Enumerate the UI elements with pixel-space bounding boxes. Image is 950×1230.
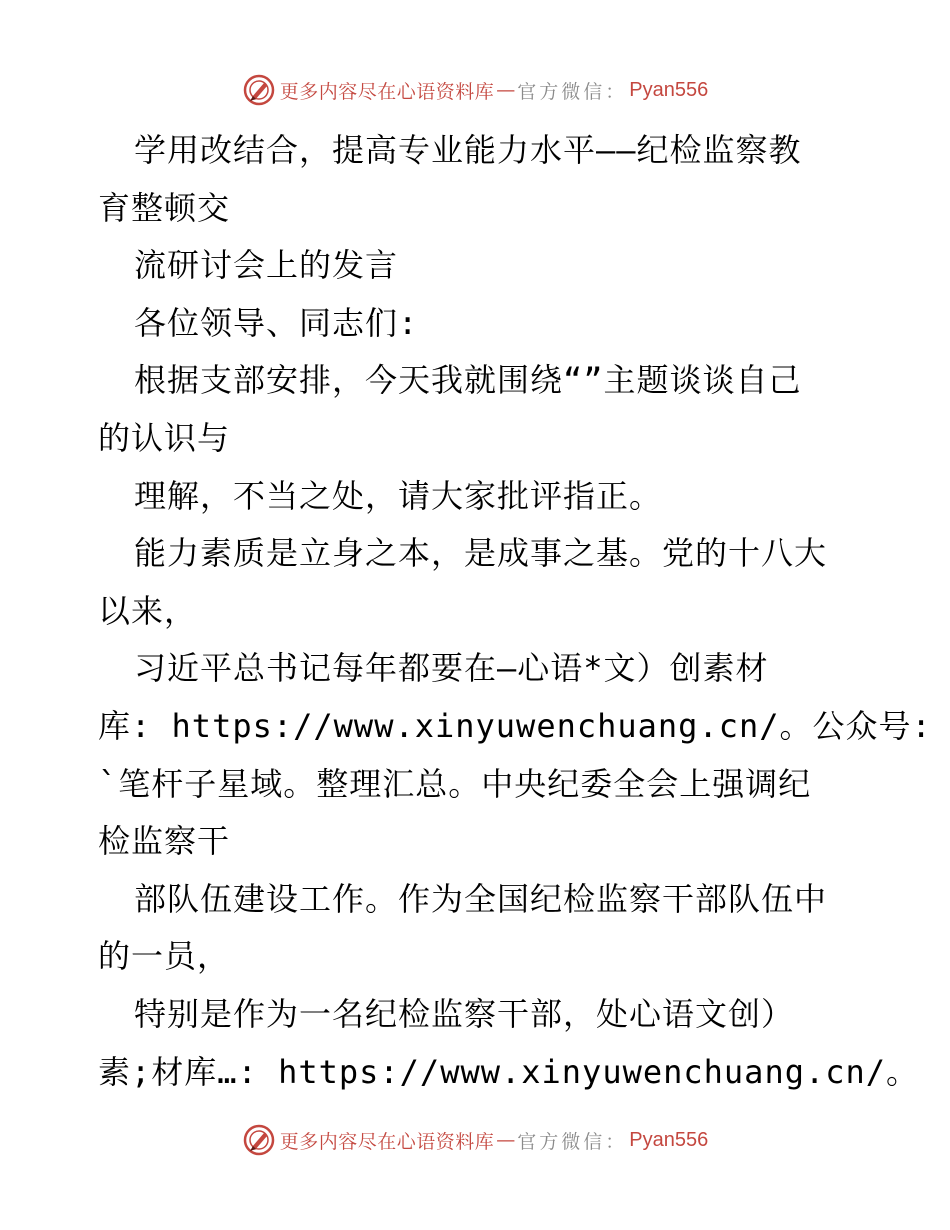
brush-logo-icon: [242, 1123, 276, 1157]
banner-separator: —: [496, 1129, 516, 1151]
paragraph-line: 以来，: [98, 591, 198, 630]
paragraph-line: 检监察干: [98, 822, 231, 861]
paragraph-line: 根据支部安排，今天我就围绕“”主题谈谈自己: [134, 361, 802, 400]
salutation-line: 各位领导、同志们:: [134, 303, 419, 342]
wechat-id: Pyan556: [629, 1128, 709, 1151]
wechat-id: Pyan556: [629, 78, 709, 101]
paragraph-line: 特别是作为一名纪检监察干部，处心语文创）: [134, 994, 795, 1033]
paragraph-line: 习近平总书记每年都要在—心语*文）创素材: [134, 649, 769, 688]
banner-text: 更多内容尽在心语资料库: [279, 80, 495, 103]
document-title-line: 育整顿交: [98, 188, 231, 227]
document-body: [98, 122, 932, 1101]
header-banner: [0, 70, 950, 110]
paragraph-line: `笔杆子星域。整理汇总。中央纪委全会上强调纪: [98, 764, 812, 803]
paragraph-line: 部队伍建设工作。作为全国纪检监察干部队伍中: [134, 879, 828, 918]
wechat-label: 官方微信：: [517, 80, 628, 103]
document-title-line: 学用改结合，提高专业能力水平——纪检监察教: [134, 131, 802, 169]
banner-text: 更多内容尽在心语资料库: [279, 1130, 495, 1153]
brush-logo-icon: [242, 73, 276, 107]
banner-separator: —: [496, 79, 516, 101]
document-title-line: 流研讨会上的发言: [134, 246, 399, 285]
paragraph-line: 的认识与: [98, 418, 231, 457]
paragraph-line: 素;材库…: https://www.xinyuwenchuang.cn/。: [98, 1052, 920, 1091]
paragraph-line: 理解，不当之处，请大家批评指正。: [134, 476, 663, 515]
paragraph-line: 库: https://www.xinyuwenchuang.cn/。公众号:: [98, 706, 932, 745]
paragraph-line: 能力素质是立身之本，是成事之基。党的十八大: [134, 534, 828, 573]
paragraph-line: 的一员，: [98, 937, 231, 976]
footer-banner: [0, 1120, 950, 1160]
wechat-label: 官方微信：: [517, 1130, 628, 1153]
